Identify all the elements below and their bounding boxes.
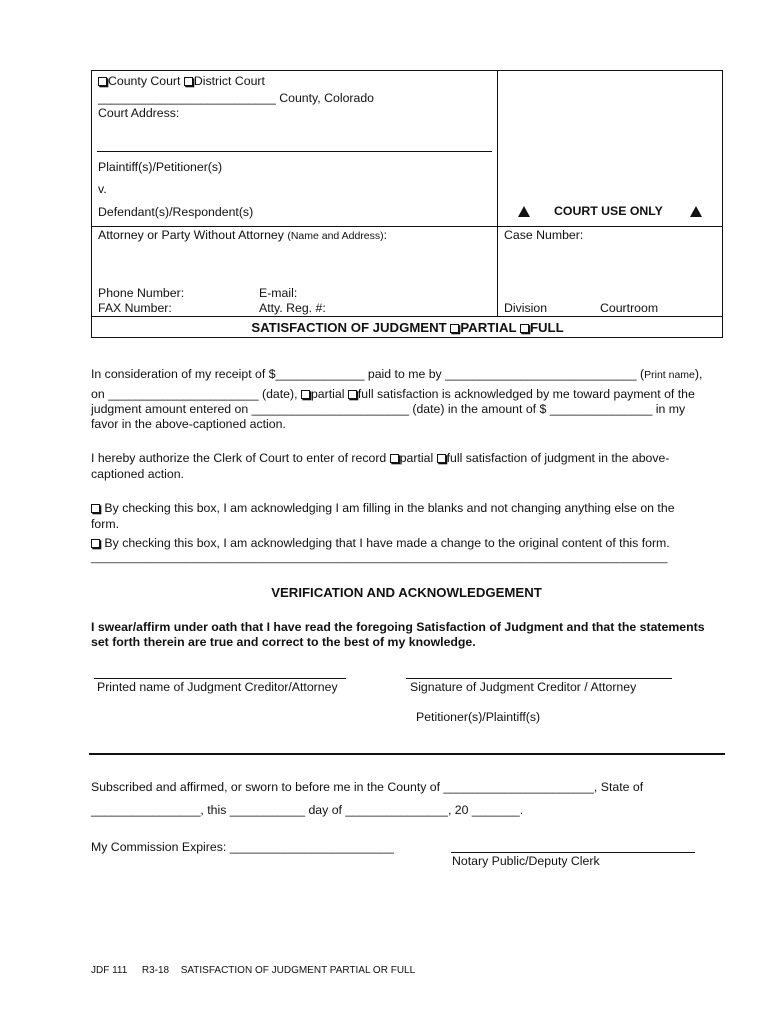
separator-line: ___________________________________________________________________________________________ <box>91 552 668 564</box>
verification-heading: VERIFICATION AND ACKNOWLEDGEMENT <box>271 585 542 600</box>
consideration-line-3: judgment amount entered on _______________________ (date) in the amount of $ _______________ in my <box>91 402 686 416</box>
email-label: E-mail: <box>259 286 298 300</box>
creditor-signature-line[interactable] <box>406 678 672 679</box>
ack-blanks-checkbox[interactable] <box>91 504 100 513</box>
printed-name-signature-line[interactable] <box>94 678 346 679</box>
court-type-options <box>98 74 265 88</box>
partial-satisfaction-checkbox[interactable] <box>301 390 310 399</box>
ack-blanks-line-1: By checking this box, I am acknowledging I am filling in the blanks and not changing anything else on the <box>91 501 675 515</box>
ack-change-checkbox[interactable] <box>91 539 100 548</box>
fax-label: FAX Number: <box>98 301 172 315</box>
revision: R3-18 <box>141 965 170 976</box>
footer <box>91 965 415 976</box>
footer-title: SATISFACTION OF JUDGMENT PARTIAL OR FULL <box>180 965 416 976</box>
versus-label: v. <box>98 182 107 196</box>
partial-checkbox[interactable] <box>450 324 459 333</box>
attorney-note: (Name and Address) <box>287 230 384 242</box>
commission-expires: My Commission Expires: ________________________ <box>91 840 394 854</box>
oath-line-1: I swear/affirm under oath that I have read the foregoing Satisfaction of Judgment and that the statements <box>91 620 705 634</box>
court-use-only-label: COURT USE ONLY <box>554 204 663 218</box>
up-triangle-icon <box>690 206 702 217</box>
notary-label: Notary Public/Deputy Clerk <box>452 854 600 868</box>
consideration-line-1: In consideration of my receipt of $_____________ paid to me by ____________________________ (Print name), <box>91 367 703 381</box>
plaintiff-label: Plaintiff(s)/Petitioner(s) <box>98 160 223 174</box>
notary-line-2: ________________, this ___________ day of _______________, 20 _______. <box>91 803 524 817</box>
form-id: JDF 111 <box>91 965 128 976</box>
attorney-label: Attorney or Party Without Attorney (Name and Address): <box>98 228 388 242</box>
county-court-label: County Court <box>108 74 181 88</box>
county-court-checkbox[interactable] <box>98 77 107 86</box>
atty-reg-label: Atty. Reg. #: <box>259 301 326 315</box>
partial-label: PARTIAL <box>460 320 517 335</box>
division-label: Division <box>504 301 548 315</box>
authorize-line-2: captioned action. <box>91 467 184 481</box>
full-satisfaction-checkbox[interactable] <box>348 390 357 399</box>
section-divider <box>89 753 725 755</box>
signature-label: Signature of Judgment Creditor / Attorney <box>410 680 637 694</box>
county-field[interactable]: __________________________ County, Colorado <box>98 91 375 105</box>
printed-name-label: Printed name of Judgment Creditor/Attorney <box>97 680 338 694</box>
court-address-label: Court Address: <box>98 106 180 120</box>
authorize-line-1: I hereby authorize the Clerk of Court to enter of record partial full satisfaction of judgment in the above- <box>91 451 670 465</box>
ack-change-line: By checking this box, I am acknowledging that I have made a change to the original content of this form. <box>91 536 670 550</box>
authorize-full-checkbox[interactable] <box>437 454 446 463</box>
full-checkbox[interactable] <box>520 324 529 333</box>
phone-label: Phone Number: <box>98 286 185 300</box>
oath-line-2: set forth therein are true and correct to the best of my knowledge. <box>91 635 476 649</box>
form-title: SATISFACTION OF JUDGMENT PARTIAL FULL <box>251 320 564 335</box>
courtroom-label: Courtroom <box>600 301 659 315</box>
full-label: FULL <box>529 320 564 335</box>
defendant-label: Defendant(s)/Respondent(s) <box>98 205 254 219</box>
notary-signature-line[interactable] <box>451 852 695 853</box>
authorize-partial-checkbox[interactable] <box>390 454 399 463</box>
notary-line-1: Subscribed and affirmed, or sworn to before me in the County of ______________________, State of <box>91 780 644 794</box>
petitioner-label: Petitioner(s)/Plaintiff(s) <box>416 710 541 724</box>
consideration-line-4: favor in the above-captioned action. <box>91 417 286 431</box>
district-court-label: District Court <box>193 74 265 88</box>
ack-blanks-line-2: form. <box>91 517 120 531</box>
case-number-label: Case Number: <box>504 228 584 242</box>
district-court-checkbox[interactable] <box>184 77 193 86</box>
consideration-line-2: on ______________________ (date), partial full satisfaction is acknowledged by me toward payment of the <box>91 387 695 401</box>
up-triangle-icon <box>518 206 530 217</box>
